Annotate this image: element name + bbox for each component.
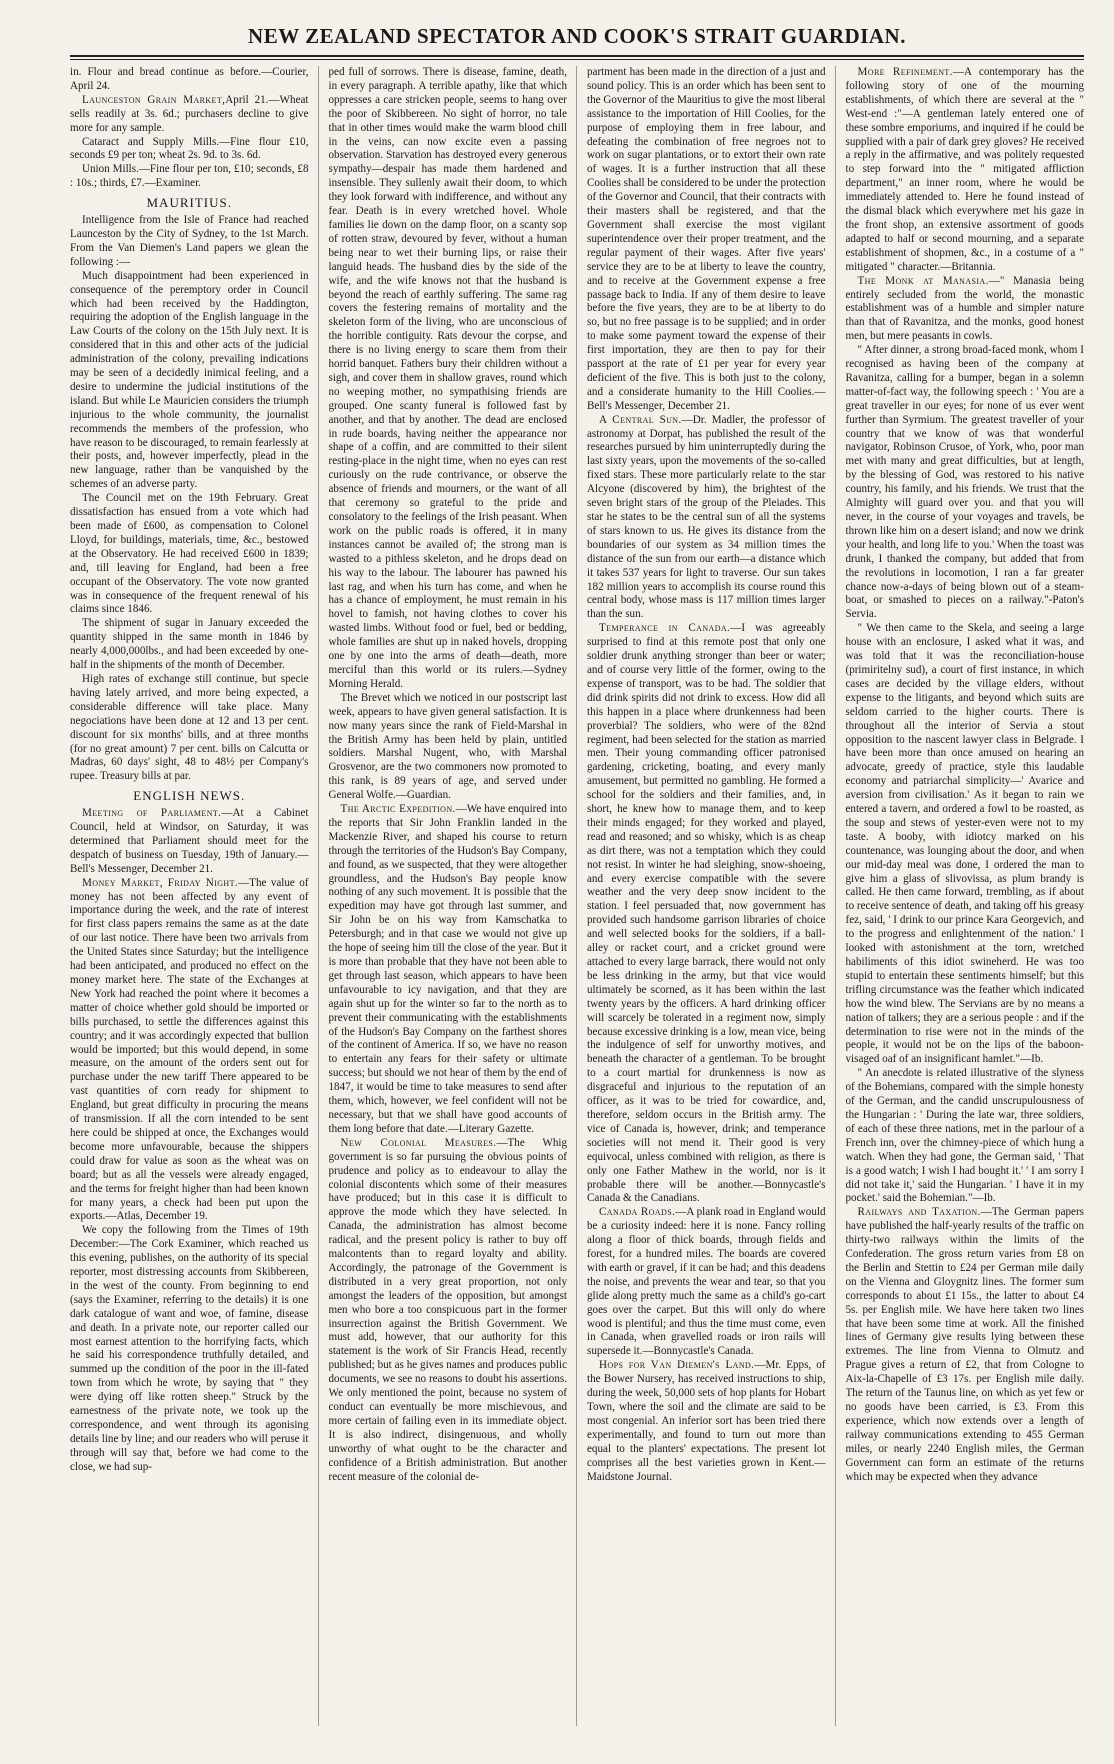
article-lead: Launceston Grain Market, — [82, 93, 226, 106]
article-paragraph — [587, 622, 826, 1206]
article-paragraph — [70, 1224, 309, 1474]
article-text: —A plank road in England would be a curiosity indeed: here it is none. Fancy rolling along a floor of thick boards, through fields and forest, for a hundred miles. The boards are covered with earth or gravel, if it can be had; and this deadens the noise, and prevents the wear and tear, so that you glide along pretty much the same as a child's go-cart goes over the carpet. But this will only do where wood is plentiful; and thus the time must come, even in Canada, when gravelled roads or iron rails will supersede it.—Bonnycastle's Canada. — [587, 1206, 826, 1358]
column-1 — [70, 66, 319, 1726]
article-lead: Hops for Van Diemen's Land. — [599, 1359, 755, 1372]
masthead-rule — [70, 55, 1084, 60]
article-text: " An anecdote is related illustrative of the slyness of the Bohemians, compared with the simple honesty of the German, and the candid unscrupulousness of the Hungarian : ' During the late war, three soldiers, of each of these three nations, met in the parlour of a French inn, over the chimney-piece of which hung a watch. When they had gone, the German said, ' That is a good watch; I wish I had bought it.' ' I am sorry I did not take it,' said the Hungarian. ' I have it in my pocket.' said the Bohemian."—Ib. — [845, 1067, 1084, 1205]
article-text: Much disappointment had been experienced in consequence of the peremptory order in Council which had been received by the Haddington, requiring the adoption of the English language in the Law Courts of the colony on the 15th July next. It is considered that in this and other acts of the judicial administration of the colony, prevailing indications may be seen of a decidedly inimical feeling, and a desire to undermine the judicial institutions of the island. But while Le Mauricien considers the triumph injurious to the whole community, the journalist recommends the members of the profession, who have reason to be discouraged, to remain fearlessly at their posts, and, however imperfectly, plead in the new language, rather than be vanquished by the schemes of an adverse party. — [70, 269, 309, 491]
section-heading: ENGLISH NEWS. — [133, 788, 246, 804]
article-text: —The Whig government is so far pursuing the obvious points of prudence and policy as to endeavour to allay the colonial discontents which some of their measures have produced; but in this case it is difficult to approve the mode which they have selected. In Canada, the administration has almost become radical, and the present policy is rather to buy off malcontents than to regard loyalty and ability. Accordingly, the patronage of the Government is distributed in a very great proportion, not only amongst the leaders of the opposition, but amongst men who bore a too conspicuous part in the former insurrection against the British Government. We must add, however, that our authority for this statement is the work of Sir Francis Head, recently published; but as he gives names and produces public documents, we see no reasons to doubt his assertions. We only mentioned the point, because no system of conduct can eventually be more mischievous, and more certain of failing even in its immediate object. It is also indirect, disingenuous, and wholly unworthy of what ought to be the character and confidence of a British administration. But another recent measure of the colonial de- — [328, 1136, 567, 1483]
article-paragraph — [70, 673, 309, 784]
article-paragraph — [70, 492, 309, 617]
article-paragraph — [329, 692, 568, 803]
article-paragraph — [587, 1206, 826, 1359]
article-text: —We have enquired into the reports that Sir John Franklin landed in the Mackenzie River, and shaped his course to return through the territories of the Hudson's Bay Company, and found, as we suspected, that they were altogether groundless, and the Hudson's Bay people know nothing of any such movement. It is possible that the expedition may have got through last summer, and Sir John be on his way from Kamschatka to Petersburgh; and in that case we would not give up the hope of seeing him till the close of the year. But it is more than probable that they have not been able to get through last season, which appears to have been unfavourable to icy navigation, and that they are again shut up for the winter so far to the north as to prevent their communicating with the establishments of the Hudson's Bay Company on the farthest shores of the continent of America. If so, we have no reason to entertain any fears for their safety or ultimate success; but should we not hear of them by the end of 1847, it would be time to take measures to send after them, which, however, we feel confident will not be necessary, but that we shall have good accounts of them long before that date.—Literary Gazette. — [328, 803, 567, 1135]
article-lead: The Monk at Manasia. — [857, 274, 989, 287]
article-text: April 21.—Wheat sells readily at 3s. 6d.; purchasers decline to give more for any sample. — [70, 93, 309, 134]
article-lead: More Refinement. — [857, 66, 953, 78]
article-paragraph — [846, 66, 1085, 275]
article-lead: Canada Roads. — [599, 1206, 676, 1219]
article-paragraph — [70, 617, 309, 673]
article-paragraph — [70, 270, 309, 493]
article-text: Intelligence from the Isle of France had reached Launceston by the City of Sydney, to the 1st March. From the Van Diemen's Land papers we glean the following :— — [70, 214, 309, 268]
article-paragraph — [329, 66, 568, 692]
article-text: —A contemporary has the following story of one of the mourning establishments, of which there are several at the " West-end :"—A gentleman lately entered one of these sombre emporiums, and inquired if he could be supplied with a pair of dark grey gloves? He received a reply in the affirmative, and was politely requested to step forward into the " mitigated affliction department," an inner room, where he would be immediately attended to. Here he found instead of the dismal black which everywhere met his gaze in the front shop, an extensive assortment of goods adapted to half or second mourning, and a separate establishment of shopmen, &c., in a costume of a " mitigated " character.—Britannia. — [845, 66, 1084, 273]
article-paragraph — [70, 807, 309, 877]
article-paragraph — [846, 275, 1085, 345]
article-text: The Council met on the 19th February. Great dissatisfaction has ensued from a vote which had been made of £600, as compensation to Colonel Lloyd, for buildings, materials, time, &c., bestowed at the Observatory. He had received £600 in 1839; and, till leaving for England, had been a free occupant of the Observatory. The vote now granted was in consequence of the frequent renewal of his claims since 1846. — [70, 492, 309, 616]
article-paragraph — [70, 163, 309, 191]
columns — [70, 66, 1084, 1726]
article-text: —I was agreeably surprised to find at this remote post that only one soldier drunk anything stronger than beer or water; and of course very little of the former, owing to the expense of transport, was to be had. The soldier that did drink spirits did not drink to excess. How did all this happen in a place where drunkenness had been proverbial? The soldiers, who were of the 82nd regiment, had been selected for the station as married men. Their young commanding officer patronised gardening, cricketing, boating, and every manly amusement, but permitted no gambling. He formed a school for the soldiers and their families, and, in short, he knew how to manage them, and to keep their minds engaged; for they worked and played, read and reasoned; and so whisky, which is as cheap as dirt there, was not a temptation which they could not resist. In winter he had sleighing, snow-shoeing, and every exercise compatible with the severe weather and the very deep snow incident to the station. I feel persuaded that, now government has provided such handsome garrison libraries of choice and well selected books for the soldiers, if a ball-alley or racket court, and a cricket ground were attached to every large barrack, there would not only be less drinking in the army, but that vice would ultimately be scorned, as it has been within the last twenty years by the officers. A hard drinking officer will scarcely be tolerated in a regiment now, simply because excessive drinking is a low, mean vice, being the indulgence of self for unworthy motives, and beneath the character of a gentleman. To be brought to a court martial for drunkenness is now as disgraceful and injurious to the reputation of an officer, as it was to be tried for cowardice, and, therefore, seldom occurs in the British army. The vice of Canada is, however, drink; and temperance societies will not mend it. Their good is very equivocal, unless combined with religion, as there is only one Father Mathew in the world, nor is it probable there will be another.—Bonnycastle's Canada & the Canadians. — [587, 622, 826, 1205]
article-text: partment has been made in the direction of a just and sound policy. This is an order which has been sent to the Governor of the Mauritius to give the most liberal assistance to the importation of Hill Coolies, for the purpose of employing them in free labour, and defeating the combination of free negroes not to work on sugar plantations, or to extort their own rate of wages. It is a further instruction that all these Coolies shall be considered to be under the protection of the Governor and Council, that their contracts with their masters shall be registered, and that the Government shall exercise the most vigilant superintendence over their proper treatment, and the regular payment of their wages. After five years' service they are to be at liberty to leave the country, and to receive at the Government expense a free passage back to India. If any of them desire to leave before the five years, they are to be at liberty to do so, but no free passage is to be supplied; and in order to make some payment toward the expense of their first importation, they are then to pay for their passport at the rate of £1 per year for every year deficient of the five. This is both just to the colony, and a considerate humanity to the Hill Coolies.—Bell's Messenger, December 21. — [587, 66, 826, 412]
article-paragraph — [70, 66, 309, 94]
article-paragraph — [587, 414, 826, 623]
column-2 — [329, 66, 578, 1726]
article-lead: The Arctic Expedition. — [340, 803, 456, 816]
article-text: —The German papers have published the half-yearly results of the traffic on thirty-two railways within the limits of the Confederation. The gross return varies from £8 on the Berlin and Stettin to £24 per German mile daily on the Vienna and Gloygnitz lines. The former sum corresponds to about £1 15s., the latter to about £4 5s. per English mile. We have here taken two lines that have been some time at work. All the finished lines of Germany give results lying between these extremes. The line from Vienna to Olmutz and Prague gives a return of £2, that from Cologne to Aix-la-Chapelle of £3 17s. per English mile daily. The return of the Taunus line, on which as yet few or no goods have been carried, is £3. From this experience, which now extends over a length of railway communications extending to 455 German miles, or nearly 2240 English miles, the German Government can form an estimate of the returns which may be expected when they advance — [845, 1206, 1084, 1483]
masthead: NEW ZEALAND SPECTATOR AND COOK'S STRAIT GUARDIAN. — [248, 24, 906, 48]
article-text: High rates of exchange still continue, but specie having lately arrived, and more being expected, a considerable difference will take place. Many negociations have been done at 12 and 13 per cent. discount for six months' bills, and at three months (for no great amount) 7 per cent. bills on Calcutta or Madras, 60 days' sight, 48 to 48½ per Company's rupee. Treasury bills at par. — [70, 672, 309, 783]
article-paragraph — [329, 803, 568, 1137]
article-lead: New Colonial Measures. — [340, 1136, 497, 1149]
article-text: Union Mills.—Fine flour per ton, £10; seconds, £8 : 10s.; thirds, £7.—Examiner. — [70, 163, 309, 190]
article-text: —The value of money has not been affected by any event of importance during the week, and the rate of interest for first class papers remains the same as at the date of our last notice. There have been two arrivals from the United States since Saturday; but the intelligence had been anticipated, and produced no effect on the money market here. The state of the Exchanges at New York had reached the point where it becomes a matter of choice whether gold should be imported or bills purchased, to settle the differences against this country; and it was accordingly expected that bullion would be imported; but this would depend, in some measure, on the amount of the orders sent out for purchase under the new tariff There appeared to be vast quantities of corn ready for shipment to England, but great difficulty in procuring the means of transmission. If all the corn intended to be sent here could be shipped at once, the Exchanges would become more unfavourable, because the shippers could draw for value as soon as the wheat was on board; but as all the vessels were already engaged, and the terms for freight higher than had been known for many years, a check had been put upon the exports.—Atlas, December 19. — [70, 876, 309, 1223]
column-4 — [846, 66, 1085, 1726]
article-text: —Mr. Epps, of the Bower Nursery, has received instructions to ship, during the week, 50,000 sets of hop plants for Hobart Town, where the soil and the climate are said to be most congenial. An inferior sort has been tried there experimentally, and found to turn out more than equal to the planters' expectations. The present lot comprises all the best varieties grown in Kent.—Maidstone Journal. — [587, 1359, 826, 1483]
article-lead: Money Market, Friday Night. — [82, 876, 239, 889]
article-lead: A Central Sun. — [599, 413, 682, 426]
article-paragraph — [587, 1359, 826, 1484]
article-paragraph — [70, 136, 309, 164]
article-text: ped full of sorrows. There is disease, famine, death, in every paragraph. A terrible apathy, like that which oppresses a care stricken people, seems to hang over the poor of Skibbereen. No sight of horror, no tale that in other times would make the warm blood chill in the veins, can now excite even a passing observation. Starvation has destroyed every generous sympathy—despair has made them hardened and insensible. They sullenly await their doom, to which they look forward with indifference, and without any fear. Death is in every wretched hovel. Whole families lie down on the damp floor, on a scanty sop of rotten straw, devoured by fever, without a human being near to wet their burning lips, or raise their languid heads. The husband dies by the side of the wife, and the wife knows not that the husband is beyond the reach of earthly suffering. The same rag covers the festering remains of mortality and the skeleton form of the living, who are unconscious of the horrible contiguity. Rats devour the corpse, and there is no living energy to scare them from their horrid banquet. Fathers bury their children without a sigh, and cover them in shallow graves, round which no weeping mother, no sympathising friends are grouped. One scanty funeral is followed fast by another, and that by another. The dead are enclosed in rude boards, having neither the appearance nor shape of a coffin, and are committed to their silent resting-place in the night time, when no eyes can rest curiously on the rude contrivance, or observe the absence of friends and mourners, or the want of all that ceremony so grateful to the pride and consolatory to the feelings of the Irish peasant. When work on the public roads is offered, it in many instances cannot be availed of; the strong man is wasted to a pithless skeleton, and he drops dead on his way to the labour. The labourer has pawned his last rag, and when his turn has come, and when he has a chance of employment, he must remain in his hovel to famish, not having clothes to cover his wasted limbs. Without food or fuel, bed or bedding, whole families are shut up in naked hovels, dropping one by one into the arms of death—death, more merciful than this world or its rulers.—Sydney Morning Herald. — [328, 66, 567, 690]
section-heading: MAURITIUS. — [146, 195, 232, 211]
article-text: —At a Cabinet Council, held at Windsor, on Saturday, it was determined that Parliament should meet for the despatch of business on Tuesday, 19th of January.—Bell's Messenger, December 21. — [70, 807, 309, 875]
article-text: —Dr. Madler, the professor of astronomy at Dorpat, has published the result of the researches pursued by him uninterruptedly during the last sixty years, upon the movements of the so-called fixed stars. These more particularly relate to the star Alcyone (discovered by him), the brightest of the seven bright stars of the group of the Pleiades. This star he states to be the central sun of all the systems of stars known to us. He gives its distance from the boundaries of our system as 34 million times the distance of the sun from our earth—a distance which it takes 537 years for light to traverse. Our sun takes 182 million years to accomplish its course round this central body, whose mass is 117 million times larger than the sun. — [587, 413, 826, 621]
article-paragraph — [846, 1206, 1085, 1484]
article-lead: Railways and Taxation. — [857, 1206, 981, 1219]
article-paragraph — [70, 214, 309, 270]
article-paragraph — [70, 877, 309, 1225]
article-text: " After dinner, a strong broad-faced monk, whom I recognised as having been of the company at Ravanitza, calling for a bumper, began in a solemn matter-of-fact way, the following speech : ' You are a great traveller in our eyes; for none of us ever went further than Syrmium. The greatest traveller of your country that we know of was that wonderful navigator, Robinson Crusoe, of York, who, poor man met with many and great difficulties, but at length, by the blessing of God, was restored to his native country, his family, and his friends. We trust that the Almighty will guard over you. and that you will never, in the course of your voyages and travels, be thrown like him on a desert island; and now we drink your health, and long life to you.' When the toast was drunk, I thanked the company, but added that from the revolutions in locomotion, I ran a far greater chance now-a-days of being blown out of a steam-boat, or smashed to pieces on a railway."-Paton's Servia. — [845, 344, 1084, 621]
article-text: The Brevet which we noticed in our postscript last week, appears to have given general satisfaction. It is now many years since the rank of Field-Marshal in the British Army has been held by plain, untitled soldiers. Marshal Nugent, who, with Marshal Grosvenor, are the two commoners now promoted to this rank, is 89 years of age, and served under General Wolfe.—Guardian. — [328, 691, 567, 802]
article-paragraph — [70, 94, 309, 136]
article-paragraph — [846, 344, 1085, 622]
article-text: " We then came to the Skela, and seeing a large house with an enclosure, I asked what it was, and was told that it was the reconciliation-house (primiritelny sud), a court of first instance, in which cases are decided by the village elders, without expense to the litigants, and beyond which suits are seldom carried to the higher courts. There is throughout all the interior of Servia a stout opposition to the nascent lawyer class in Belgrade. I have been more than once amused on hearing an advocate, greedy of practice, style this laudable economy and patriarchal simplicity—' Avarice and aversion from civilisation.' As it began to rain we entered a tavern, and ordered a fowl to be roasted, as the soup and stews of yester-even were not to my taste. A booby, with idiotcy marked on his countenance, was lounging about the door, and when our mid-day meal was done, I ordered the man to give him a glass of slivovissa, as plum brandy is called. He then came forward, trembling, as if about to receive sentence of death, and taking off his greasy fez, said, ' I drink to our prince Kara Georgevich, and to the progress and enlightenment of the nation.' I looked with astonishment at the torn, wretched habiliments of this idiot swineherd. He was too stupid to entertain these sentiments himself; but this trifling circumstance was the feather which indicated how the wind blew. The Servians are by no means a nation of talkers; they are a serious people : and if the determination to rise were not in the minds of the people, it would not be on the lips of the baboon-visaged oaf of an insignificant hamlet."—Ib. — [845, 622, 1084, 1066]
article-lead: Temperance in Canada. — [599, 622, 731, 635]
article-paragraph — [846, 622, 1085, 1067]
article-text: in. Flour and bread continue as before.—Courier, April 24. — [70, 66, 309, 92]
article-paragraph — [587, 66, 826, 414]
article-paragraph — [846, 1067, 1085, 1206]
article-text: The shipment of sugar in January exceeded the quantity shipped in the same month in 1846 by nearly 4,000,000lbs., and had been exceeded by one-half in the shipments of the month of December. — [70, 617, 309, 672]
article-text: Cataract and Supply Mills.—Fine flour £10, seconds £9 per ton; wheat 2s. 9d. to 3s. 6d. — [70, 135, 309, 162]
column-3 — [587, 66, 836, 1726]
article-text: —" Manasia being entirely secluded from the world, the monastic establishment was of a humble and simpler nature than that of Ravanitza, and the monks, good honest men, but mere peasants in cowls. — [845, 274, 1084, 343]
article-lead: Meeting of Parliament. — [82, 807, 222, 820]
article-text: We copy the following from the Times of 19th December:—The Cork Examiner, which reached us this evening, publishes, on the authority of its special reporter, most distressing accounts from Skibbereen, in the west of the county. From beginning to end (says the Examiner, referring to the details) it is one dark catalogue of want and woe, of famine, disease and death. In a private note, our reporter called our most earnest attention to the horrifying facts, which he said his correspondence truthfully detailed, and summed up the condition of the poor in the ill-fated town from which he wrote, by saying that " they were dying off like rotten sheep." Struck by the earnestness of the private note, we took up the correspondence, and went through its agonising details line by line; and our readers who will peruse it through will say that, before we had come to the close, we had sup- — [70, 1224, 309, 1473]
article-paragraph — [329, 1137, 568, 1485]
